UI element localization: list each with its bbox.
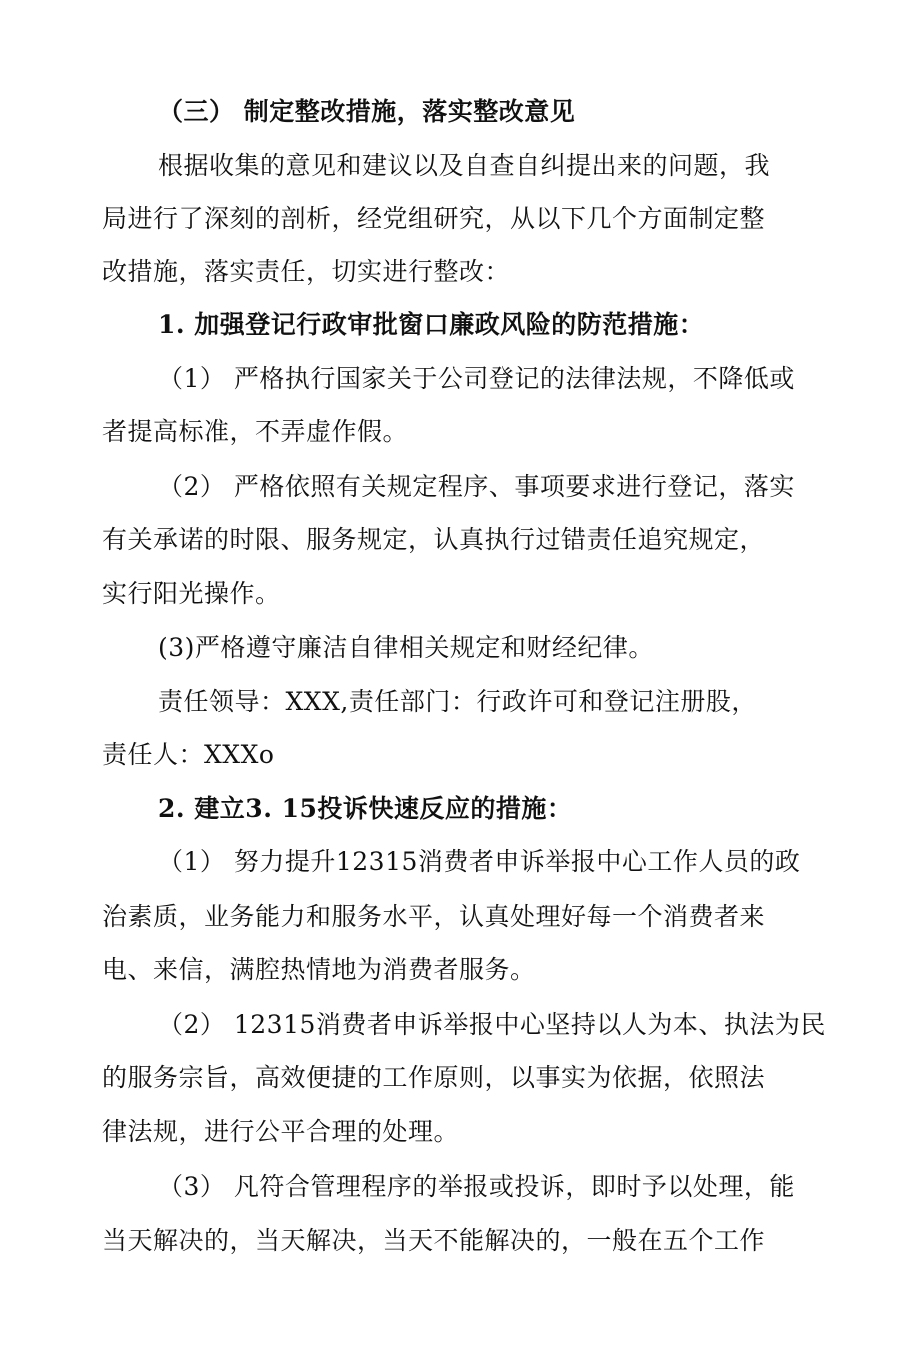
list-item-line: （2） 12315消费者申诉举报中心坚持以人为本、执法为民 [158,1010,826,1039]
list-item-line: (3)严格遵守廉洁自律相关规定和财经纪律。 [158,633,654,662]
list-item-line: （1） 严格执行国家关于公司登记的法律法规，不降低或 [158,364,795,393]
list-item-line: 电、来信，满腔热情地为消费者服务。 [102,955,536,984]
responsibility-line: 责任人：XXXo [102,740,275,769]
responsibility-line: 责任领导：XXX,责任部门：行政许可和登记注册股， [158,687,757,716]
list-item-line: 有关承诺的时限、服务规定，认真执行过错责任追究规定， [102,525,766,554]
list-item-line: 者提高标准，不弄虚作假。 [102,417,409,446]
list-item-line: 当天解决的，当天解决，当天不能解决的，一般在五个工作 [102,1226,766,1255]
subsection-heading: 2. 建立3. 15投诉快速反应的措施： [158,794,573,823]
paragraph-line: 局进行了深刻的剖析，经党组研究，从以下几个方面制定整 [102,204,766,233]
list-item-line: 治素质，业务能力和服务水平，认真处理好每一个消费者来 [102,902,766,931]
list-item-line: 的服务宗旨，高效便捷的工作原则，以事实为依据，依照法 [102,1063,766,1092]
list-item-line: （3） 凡符合管理程序的举报或投诉，即时予以处理，能 [158,1172,795,1201]
section-heading: （三） 制定整改措施，落实整改意见 [158,97,576,126]
list-item-line: （1） 努力提升12315消费者申诉举报中心工作人员的政 [158,847,801,876]
paragraph-line: 根据收集的意见和建议以及自查自纠提出来的问题，我 [158,151,771,180]
subsection-heading: 1. 加强登记行政审批窗口廉政风险的防范措施： [158,310,705,339]
list-item-line: 律法规，进行公平合理的处理。 [102,1117,460,1146]
paragraph-line: 改措施，落实责任，切实进行整改： [102,257,511,286]
list-item-line: （2） 严格依照有关规定程序、事项要求进行登记，落实 [158,472,795,501]
list-item-line: 实行阳光操作。 [102,579,281,608]
